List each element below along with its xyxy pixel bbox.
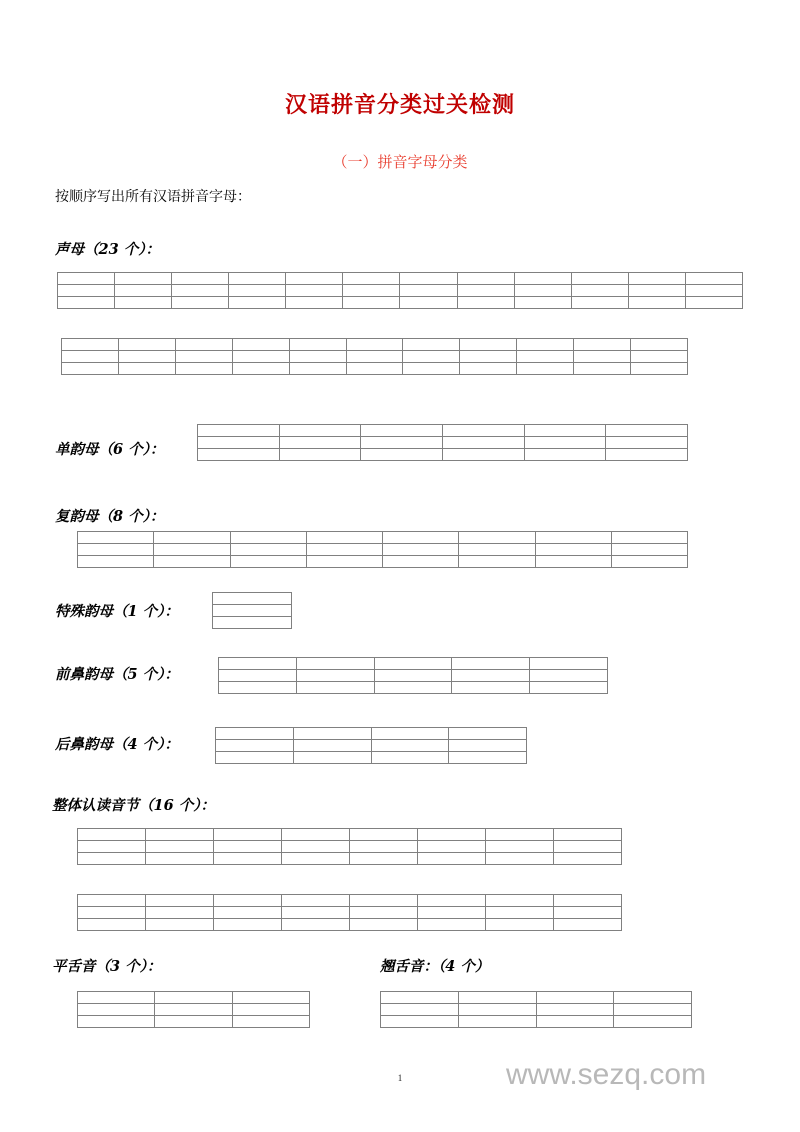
grid-cell[interactable] — [535, 544, 611, 556]
grid-cell[interactable] — [146, 895, 214, 907]
answer-grid-zhengtirendu-1[interactable] — [77, 828, 622, 865]
grid-cell[interactable] — [229, 297, 286, 309]
grid-cell[interactable] — [232, 339, 289, 351]
grid-cell[interactable] — [58, 297, 115, 309]
grid-cell[interactable] — [279, 425, 361, 437]
grid-cell[interactable] — [486, 853, 554, 865]
grid-cell[interactable] — [449, 752, 527, 764]
grid-cell[interactable] — [383, 544, 459, 556]
grid-cell[interactable] — [514, 297, 571, 309]
grid-cell[interactable] — [381, 1004, 459, 1016]
grid-cell[interactable] — [58, 285, 115, 297]
grid-cell[interactable] — [146, 853, 214, 865]
grid-cell[interactable] — [115, 297, 172, 309]
label-teshuyunmu: 特殊韵母（1 个）： — [55, 603, 179, 620]
grid-cell[interactable] — [611, 556, 687, 568]
grid-cell[interactable] — [361, 449, 443, 461]
grid-cell[interactable] — [460, 339, 517, 351]
grid-cell[interactable] — [614, 1004, 692, 1016]
grid-cell[interactable] — [458, 992, 536, 1004]
grid-cell[interactable] — [524, 449, 606, 461]
grid-cell[interactable] — [214, 829, 282, 841]
grid-cell[interactable] — [219, 682, 297, 694]
grid-cell[interactable] — [214, 907, 282, 919]
grid-cell[interactable] — [230, 544, 306, 556]
grid-cell[interactable] — [78, 841, 146, 853]
grid-cell[interactable] — [574, 351, 631, 363]
grid-cell[interactable] — [536, 992, 614, 1004]
grid-cell[interactable] — [574, 363, 631, 375]
grid-cell[interactable] — [78, 853, 146, 865]
label-qiaosheyin: 翘舌音：（4 个） — [380, 958, 490, 975]
grid-cell[interactable] — [614, 1016, 692, 1028]
grid-cell[interactable] — [350, 829, 418, 841]
grid-cell[interactable] — [232, 351, 289, 363]
answer-grid-shengmu-2[interactable] — [61, 338, 688, 375]
grid-cell[interactable] — [486, 841, 554, 853]
grid-cell[interactable] — [282, 895, 350, 907]
grid-cell[interactable] — [459, 532, 535, 544]
grid-cell[interactable] — [458, 1004, 536, 1016]
grid-cell[interactable] — [400, 273, 457, 285]
answer-grid-houbiyunmu[interactable] — [215, 727, 527, 764]
grid-cell[interactable] — [554, 841, 622, 853]
grid-cell[interactable] — [282, 907, 350, 919]
grid-cell[interactable] — [614, 992, 692, 1004]
grid-cell[interactable] — [289, 351, 346, 363]
grid-cell[interactable] — [232, 1004, 309, 1016]
grid-cell[interactable] — [78, 544, 154, 556]
grid-cell[interactable] — [78, 895, 146, 907]
grid-cell[interactable] — [155, 992, 232, 1004]
grid-cell[interactable] — [371, 728, 449, 740]
grid-cell[interactable] — [62, 339, 119, 351]
grid-cell[interactable] — [611, 544, 687, 556]
grid-cell[interactable] — [374, 658, 452, 670]
grid-cell[interactable] — [172, 285, 229, 297]
grid-cell[interactable] — [418, 907, 486, 919]
grid-cell[interactable] — [536, 1016, 614, 1028]
label-shengmu: 声母（23 个）： — [55, 241, 160, 258]
grid-cell[interactable] — [214, 853, 282, 865]
grid-cell[interactable] — [343, 285, 400, 297]
grid-cell[interactable] — [571, 273, 628, 285]
grid-cell[interactable] — [232, 363, 289, 375]
grid-cell[interactable] — [346, 351, 403, 363]
grid-cell[interactable] — [216, 728, 294, 740]
grid-cell[interactable] — [400, 297, 457, 309]
grid-cell[interactable] — [293, 728, 371, 740]
grid-cell[interactable] — [118, 351, 175, 363]
grid-cell[interactable] — [350, 907, 418, 919]
grid-cell[interactable] — [229, 285, 286, 297]
grid-cell[interactable] — [381, 992, 459, 1004]
grid-cell[interactable] — [78, 556, 154, 568]
grid-cell[interactable] — [403, 339, 460, 351]
grid-cell[interactable] — [230, 556, 306, 568]
answer-grid-teshuyunmu[interactable] — [212, 592, 292, 629]
grid-cell[interactable] — [486, 829, 554, 841]
grid-cell[interactable] — [400, 285, 457, 297]
grid-cell[interactable] — [214, 841, 282, 853]
grid-cell[interactable] — [78, 919, 146, 931]
grid-cell[interactable] — [282, 841, 350, 853]
grid-cell[interactable] — [571, 297, 628, 309]
grid-cell[interactable] — [530, 682, 608, 694]
grid-cell[interactable] — [442, 437, 524, 449]
grid-cell[interactable] — [374, 682, 452, 694]
grid-cell[interactable] — [530, 658, 608, 670]
grid-cell[interactable] — [574, 339, 631, 351]
grid-cell[interactable] — [486, 895, 554, 907]
grid-cell[interactable] — [232, 1016, 309, 1028]
grid-cell[interactable] — [554, 907, 622, 919]
grid-cell[interactable] — [118, 339, 175, 351]
grid-cell[interactable] — [442, 425, 524, 437]
grid-cell[interactable] — [554, 853, 622, 865]
answer-grid-shengmu-1[interactable] — [57, 272, 743, 309]
grid-cell[interactable] — [631, 363, 688, 375]
page-title: 汉语拼音分类过关检测 — [284, 93, 515, 118]
grid-cell[interactable] — [459, 544, 535, 556]
grid-cell[interactable] — [286, 285, 343, 297]
grid-cell[interactable] — [361, 425, 443, 437]
grid-cell[interactable] — [118, 363, 175, 375]
answer-grid-fuyunmu[interactable] — [77, 531, 688, 568]
grid-cell[interactable] — [282, 853, 350, 865]
grid-cell[interactable] — [631, 351, 688, 363]
grid-cell[interactable] — [371, 740, 449, 752]
grid-cell[interactable] — [452, 682, 530, 694]
grid-cell[interactable] — [216, 740, 294, 752]
grid-cell[interactable] — [486, 907, 554, 919]
answer-grid-pingsheyin[interactable] — [77, 991, 310, 1028]
grid-cell[interactable] — [289, 339, 346, 351]
grid-cell[interactable] — [535, 556, 611, 568]
grid-cell[interactable] — [403, 363, 460, 375]
grid-cell[interactable] — [154, 544, 230, 556]
grid-cell[interactable] — [58, 273, 115, 285]
grid-cell[interactable] — [115, 273, 172, 285]
grid-cell[interactable] — [343, 297, 400, 309]
answer-grid-danyunmu[interactable] — [197, 424, 688, 461]
grid-cell[interactable] — [213, 617, 292, 629]
grid-cell[interactable] — [175, 351, 232, 363]
grid-cell[interactable] — [155, 1016, 232, 1028]
grid-cell[interactable] — [350, 895, 418, 907]
grid-cell[interactable] — [62, 363, 119, 375]
grid-cell[interactable] — [146, 919, 214, 931]
grid-cell[interactable] — [554, 895, 622, 907]
grid-cell[interactable] — [611, 532, 687, 544]
label-pingsheyin: 平舌音（3 个）： — [52, 958, 162, 975]
grid-cell[interactable] — [115, 285, 172, 297]
grid-cell[interactable] — [289, 363, 346, 375]
grid-cell[interactable] — [606, 437, 688, 449]
grid-cell[interactable] — [524, 425, 606, 437]
grid-cell[interactable] — [449, 728, 527, 740]
grid-cell[interactable] — [449, 740, 527, 752]
label-danyunmu: 单韵母（6 个）： — [55, 441, 165, 458]
grid-cell[interactable] — [213, 593, 292, 605]
grid-cell[interactable] — [517, 339, 574, 351]
grid-cell[interactable] — [350, 853, 418, 865]
label-qianbiyunmu: 前鼻韵母（5 个）： — [55, 666, 179, 683]
grid-cell[interactable] — [78, 829, 146, 841]
grid-cell[interactable] — [78, 992, 155, 1004]
grid-cell[interactable] — [279, 437, 361, 449]
grid-cell[interactable] — [286, 273, 343, 285]
label-houbiyunmu: 后鼻韵母（4 个）： — [55, 736, 179, 753]
grid-cell[interactable] — [175, 339, 232, 351]
grid-cell[interactable] — [286, 297, 343, 309]
grid-cell[interactable] — [486, 919, 554, 931]
grid-cell[interactable] — [452, 670, 530, 682]
grid-cell[interactable] — [296, 658, 374, 670]
grid-cell[interactable] — [361, 437, 443, 449]
grid-cell[interactable] — [628, 273, 685, 285]
grid-cell[interactable] — [346, 339, 403, 351]
grid-cell[interactable] — [457, 285, 514, 297]
grid-cell[interactable] — [442, 449, 524, 461]
grid-cell[interactable] — [172, 297, 229, 309]
grid-cell[interactable] — [458, 1016, 536, 1028]
grid-cell[interactable] — [554, 919, 622, 931]
grid-cell[interactable] — [78, 1016, 155, 1028]
grid-cell[interactable] — [198, 425, 280, 437]
grid-cell[interactable] — [213, 605, 292, 617]
grid-cell[interactable] — [514, 285, 571, 297]
grid-cell[interactable] — [457, 273, 514, 285]
grid-cell[interactable] — [418, 895, 486, 907]
grid-cell[interactable] — [78, 532, 154, 544]
grid-cell[interactable] — [383, 556, 459, 568]
grid-cell[interactable] — [535, 532, 611, 544]
grid-cell[interactable] — [146, 829, 214, 841]
grid-cell[interactable] — [282, 829, 350, 841]
grid-cell[interactable] — [571, 285, 628, 297]
watermark: www.sezq.com — [506, 1058, 707, 1091]
grid-cell[interactable] — [175, 363, 232, 375]
grid-cell[interactable] — [606, 425, 688, 437]
instruction-text: 按顺序写出所有汉语拼音字母： — [55, 189, 251, 205]
grid-cell[interactable] — [155, 1004, 232, 1016]
grid-cell[interactable] — [232, 992, 309, 1004]
grid-cell[interactable] — [517, 351, 574, 363]
grid-cell[interactable] — [346, 363, 403, 375]
answer-grid-zhengtirendu-2[interactable] — [77, 894, 622, 931]
grid-cell[interactable] — [279, 449, 361, 461]
grid-cell[interactable] — [219, 658, 297, 670]
grid-cell[interactable] — [418, 853, 486, 865]
grid-cell[interactable] — [214, 895, 282, 907]
grid-cell[interactable] — [631, 339, 688, 351]
grid-cell[interactable] — [198, 437, 280, 449]
grid-cell[interactable] — [146, 841, 214, 853]
grid-cell[interactable] — [685, 297, 742, 309]
grid-cell[interactable] — [154, 532, 230, 544]
grid-cell[interactable] — [78, 907, 146, 919]
answer-grid-qiaosheyin[interactable] — [380, 991, 692, 1028]
grid-cell[interactable] — [296, 670, 374, 682]
grid-cell[interactable] — [514, 273, 571, 285]
grid-cell[interactable] — [374, 670, 452, 682]
grid-cell[interactable] — [146, 907, 214, 919]
grid-cell[interactable] — [306, 556, 382, 568]
label-fuyunmu: 复韵母（8 个）： — [55, 508, 165, 525]
grid-cell[interactable] — [230, 532, 306, 544]
grid-cell[interactable] — [459, 556, 535, 568]
grid-cell[interactable] — [460, 351, 517, 363]
grid-cell[interactable] — [198, 449, 280, 461]
grid-cell[interactable] — [216, 752, 294, 764]
grid-cell[interactable] — [282, 919, 350, 931]
grid-cell[interactable] — [78, 1004, 155, 1016]
grid-cell[interactable] — [685, 273, 742, 285]
grid-cell[interactable] — [628, 297, 685, 309]
grid-cell[interactable] — [62, 351, 119, 363]
grid-cell[interactable] — [685, 285, 742, 297]
grid-cell[interactable] — [418, 829, 486, 841]
grid-cell[interactable] — [383, 532, 459, 544]
grid-cell[interactable] — [350, 919, 418, 931]
grid-cell[interactable] — [418, 919, 486, 931]
grid-cell[interactable] — [306, 544, 382, 556]
grid-cell[interactable] — [524, 437, 606, 449]
grid-cell[interactable] — [403, 351, 460, 363]
grid-cell[interactable] — [606, 449, 688, 461]
grid-cell[interactable] — [381, 1016, 459, 1028]
grid-cell[interactable] — [343, 273, 400, 285]
grid-cell[interactable] — [371, 752, 449, 764]
page-number: 1 — [397, 1073, 403, 1083]
section-heading-one: （一）拼音字母分类 — [332, 153, 468, 171]
grid-cell[interactable] — [293, 752, 371, 764]
grid-cell[interactable] — [554, 829, 622, 841]
grid-cell[interactable] — [350, 841, 418, 853]
grid-cell[interactable] — [219, 670, 297, 682]
answer-grid-qianbiyunmu[interactable] — [218, 657, 608, 694]
grid-cell[interactable] — [517, 363, 574, 375]
grid-cell[interactable] — [457, 297, 514, 309]
grid-cell[interactable] — [229, 273, 286, 285]
grid-cell[interactable] — [214, 919, 282, 931]
grid-cell[interactable] — [154, 556, 230, 568]
grid-cell[interactable] — [306, 532, 382, 544]
grid-cell[interactable] — [296, 682, 374, 694]
grid-cell[interactable] — [628, 285, 685, 297]
grid-cell[interactable] — [172, 273, 229, 285]
grid-cell[interactable] — [418, 841, 486, 853]
grid-cell[interactable] — [452, 658, 530, 670]
grid-cell[interactable] — [293, 740, 371, 752]
grid-cell[interactable] — [536, 1004, 614, 1016]
grid-cell[interactable] — [530, 670, 608, 682]
grid-cell[interactable] — [460, 363, 517, 375]
label-zhengtirendu: 整体认读音节（16 个）： — [52, 797, 215, 814]
